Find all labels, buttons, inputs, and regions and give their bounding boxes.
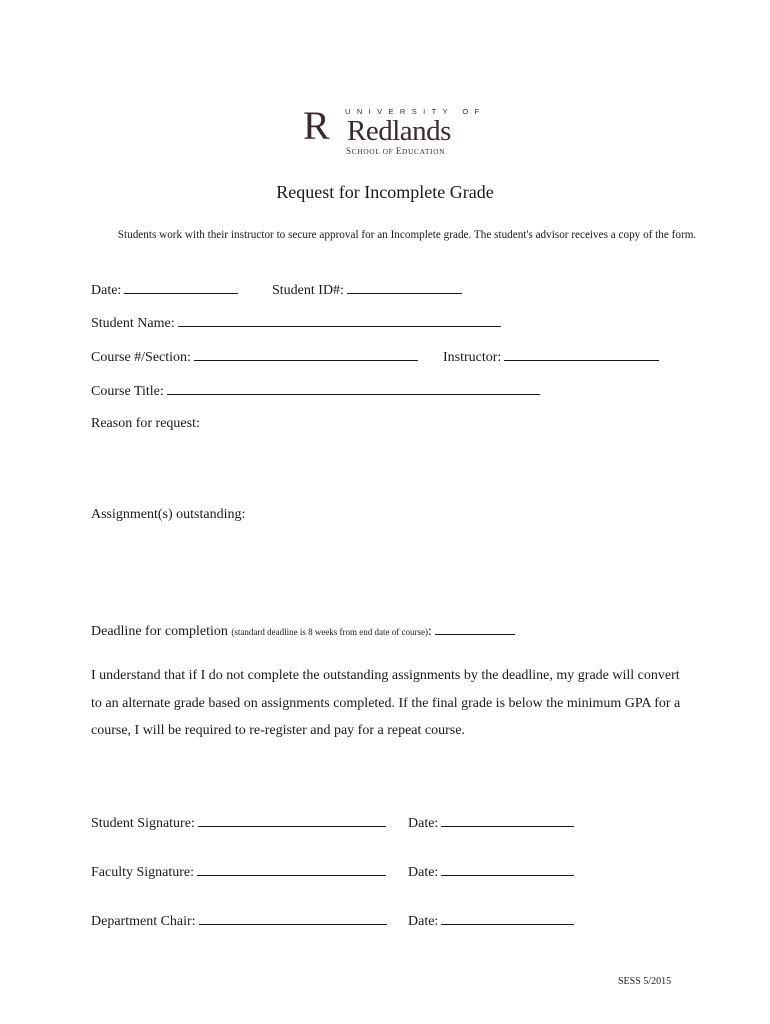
student-signature-date-label: Date: xyxy=(408,816,439,831)
faculty-signature-field[interactable] xyxy=(91,862,386,882)
department-chair-field[interactable] xyxy=(91,911,387,931)
faculty-signature-line xyxy=(197,862,386,876)
agreement-paragraph: I understand that if I do not complete the outstanding assignments by the deadline, my grade will convert to an alternate grade based on assignments completed. If the final grade is below the minimum GPA for a course, I will be required to re-register and pay for a repeat course. xyxy=(91,668,681,738)
course-title-label: Course Title: xyxy=(91,384,164,399)
course-title-field[interactable] xyxy=(91,381,540,401)
department-chair-date-line xyxy=(441,911,574,925)
intro-text: Students work with their instructor to secure approval for an Incomplete grade. The student's advisor receives a copy of the form. xyxy=(117,229,697,241)
deadline-colon: : xyxy=(428,624,432,639)
instructor-line xyxy=(504,347,659,361)
logo-redlands: Redlands xyxy=(347,115,451,147)
student-signature-label: Student Signature: xyxy=(91,816,195,831)
faculty-signature-date-label: Date: xyxy=(408,865,439,880)
logo-school-of-education: SCHOOL OF EDUCATION xyxy=(346,146,446,156)
faculty-signature-label: Faculty Signature: xyxy=(91,865,195,880)
reason-input-area[interactable] xyxy=(91,440,691,500)
instructor-field[interactable] xyxy=(443,347,659,367)
logo-university-of: UNIVERSITY OF xyxy=(345,107,486,116)
date-label: Date: xyxy=(91,283,122,298)
course-section-label: Course #/Section: xyxy=(91,350,191,365)
date-line xyxy=(124,280,238,294)
reason-label: Reason for request: xyxy=(91,416,200,431)
student-signature-line xyxy=(198,813,386,827)
date-field[interactable] xyxy=(91,280,238,300)
university-logo-mark: R xyxy=(303,103,328,148)
student-name-line xyxy=(178,313,501,327)
student-id-line xyxy=(347,280,462,294)
student-name-label: Student Name: xyxy=(91,316,175,331)
instructor-label: Instructor: xyxy=(443,350,502,365)
student-signature-date-line xyxy=(441,813,574,827)
department-chair-line xyxy=(199,911,387,925)
department-chair-label: Department Chair: xyxy=(91,914,196,929)
department-chair-date-field[interactable] xyxy=(408,911,574,931)
student-id-field[interactable] xyxy=(272,280,462,300)
student-signature-date-field[interactable] xyxy=(408,813,574,833)
student-signature-field[interactable] xyxy=(91,813,386,833)
deadline-field[interactable] xyxy=(91,621,515,641)
student-id-label: Student ID#: xyxy=(272,283,344,298)
course-title-line xyxy=(167,381,540,395)
form-title: Request for Incomplete Grade xyxy=(276,182,494,202)
faculty-signature-date-line xyxy=(441,862,574,876)
student-name-field[interactable] xyxy=(91,313,501,333)
assignments-label: Assignment(s) outstanding: xyxy=(91,507,246,522)
course-section-field[interactable] xyxy=(91,347,418,367)
deadline-line xyxy=(435,621,515,635)
deadline-label: Deadline for completion xyxy=(91,624,228,639)
form-version-footer: SESS 5/2015 xyxy=(618,976,672,987)
department-chair-date-label: Date: xyxy=(408,914,439,929)
deadline-note: (standard deadline is 8 weeks from end date of course) xyxy=(231,627,429,637)
faculty-signature-date-field[interactable] xyxy=(408,862,574,882)
course-section-line xyxy=(194,347,418,361)
assignments-input-area[interactable] xyxy=(91,530,691,610)
